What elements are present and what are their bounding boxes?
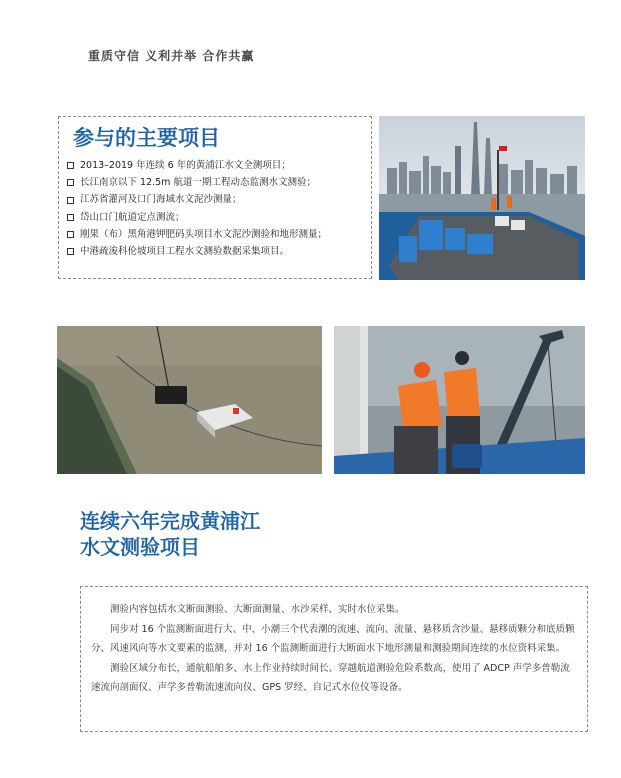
equipment-in-water-photo xyxy=(57,326,322,474)
list-item-text: 岱山口门航道定点测流； xyxy=(80,211,185,223)
list-item-text: 江苏省灌河及口门海域水文泥沙测量； xyxy=(80,194,242,206)
square-bullet-icon xyxy=(67,179,74,186)
list-item xyxy=(67,226,361,243)
ship-skyline-photo xyxy=(379,116,585,280)
list-item-text: 2013–2019 年连续 6 年的黄浦江水文全测项目； xyxy=(80,160,291,171)
section-title-line2: 水文测验项目 xyxy=(80,535,200,559)
projects-box xyxy=(58,116,372,279)
projects-title: 参与的主要项目 xyxy=(73,126,220,150)
section-title-line1: 连续六年完成黄浦江 xyxy=(80,509,260,533)
description-paragraph: 同步对 16 个监测断面进行大、中、小潮三个代表潮的流速、流向、流量、悬移质含沙量、悬移质颗分和底质颗分、风速风向等水文要素的监测，并对 16 个监测断面进行大断面水下地形测量和测验期间连续的水位资料采集。 xyxy=(91,623,575,654)
list-item xyxy=(67,191,361,208)
square-bullet-icon xyxy=(67,231,74,238)
list-item-text: 长江南京以下 12.5m 航道一期工程动态监测水文测验； xyxy=(80,177,316,189)
list-item-text: 中港疏浚科伦坡项目工程水文测验数据采集项目。 xyxy=(80,246,290,258)
square-bullet-icon xyxy=(67,248,74,255)
section-title xyxy=(80,508,260,560)
square-bullet-icon xyxy=(67,214,74,221)
list-item xyxy=(67,174,361,191)
list-item-text: 刚果（布）黑角港钾肥码头项目水文泥沙测验和地形测量； xyxy=(80,228,328,240)
square-bullet-icon xyxy=(67,162,74,169)
description-paragraph: 测验内容包括水文断面测验、大断面测量、水沙采样、实时水位采集。 xyxy=(110,604,405,615)
list-item xyxy=(67,209,361,226)
projects-list xyxy=(67,157,361,260)
square-bullet-icon xyxy=(67,197,74,204)
workers-on-deck-photo xyxy=(334,326,585,474)
header-slogan: 重质守信 义利并举 合作共赢 xyxy=(88,49,255,63)
description-paragraph: 测验区域分布长，通航船舶多、水上作业持续时间长、穿越航道测验危险系数高，使用了 ADCP 声学多普勒流速流向剖面仪、声学多普勒流速流向仪、GPS 罗经、自记式水位仪等设备。 xyxy=(91,662,570,693)
list-item xyxy=(67,157,361,174)
list-item xyxy=(67,243,361,260)
description-box xyxy=(80,586,588,732)
